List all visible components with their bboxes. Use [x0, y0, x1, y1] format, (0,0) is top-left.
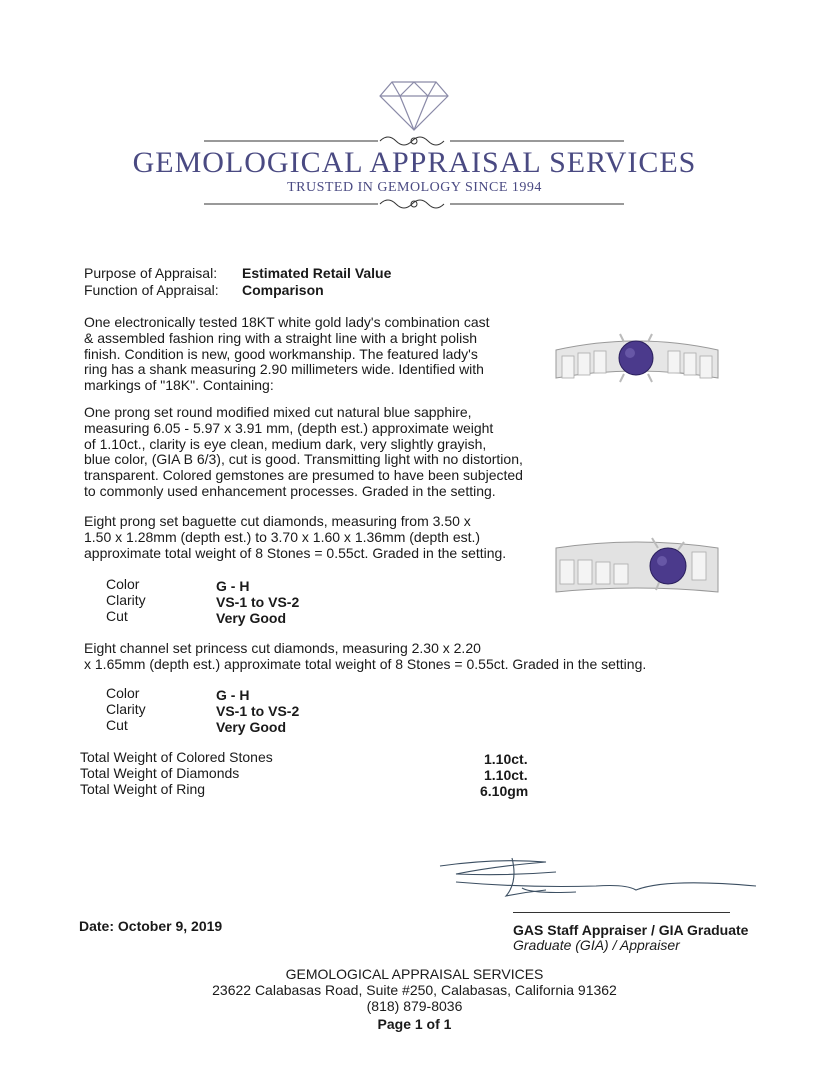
- total-diamonds-value: 1.10ct.: [484, 767, 528, 783]
- sapphire-line: measuring 6.05 - 5.97 x 3.91 mm, (depth est.) approximate weight: [84, 419, 494, 436]
- footer-address: 23622 Calabasas Road, Suite #250, Calabasas, California 91362: [212, 982, 617, 998]
- ring-description: [84, 315, 490, 394]
- baguette-color-label: Color: [106, 576, 140, 592]
- baguette-line: Eight prong set baguette cut diamonds, measuring from 3.50 x: [84, 513, 471, 529]
- purpose-label: Purpose of Appraisal:: [84, 265, 218, 281]
- appraiser-subtitle: Graduate (GIA) / Appraiser: [513, 937, 680, 953]
- appraisal-date: Date: October 9, 2019: [79, 918, 223, 934]
- sapphire-line: of 1.10ct., clarity is eye clean, medium dark, very slightly grayish,: [84, 435, 487, 452]
- description-line: & assembled fashion ring with a straight line with a bright polish: [84, 329, 477, 346]
- footer-company: GEMOLOGICAL APPRAISAL SERVICES: [285, 966, 544, 982]
- princess-cut-label: Cut: [106, 717, 128, 733]
- total-diamonds-label: Total Weight of Diamonds: [80, 765, 240, 781]
- company-tagline: TRUSTED IN GEMOLOGY SINCE 1994: [287, 180, 542, 195]
- princess-line: Eight channel set princess cut diamonds, measuring 2.30 x 2.20: [84, 640, 481, 656]
- sapphire-line: One prong set round modified mixed cut natural blue sapphire,: [84, 404, 472, 420]
- function-label: Function of Appraisal:: [84, 282, 219, 298]
- sapphire-line: to commonly used enhancement processes. Graded in the setting.: [84, 482, 496, 499]
- baguette-clarity-label: Clarity: [106, 592, 146, 608]
- sapphire-description: [84, 405, 523, 500]
- princess-clarity-value: VS-1 to VS-2: [216, 703, 300, 719]
- princess-color-value: G - H: [216, 687, 250, 703]
- princess-color-label: Color: [106, 685, 140, 701]
- description-line: finish. Condition is new, good workmanship. The featured lady's: [84, 345, 478, 362]
- company-title: GEMOLOGICAL APPRAISAL SERVICES: [132, 146, 697, 179]
- baguette-color-value: G - H: [216, 578, 250, 594]
- total-ring-value: 6.10gm: [480, 783, 529, 799]
- princess-clarity-label: Clarity: [106, 701, 146, 717]
- ring-photo-top: [552, 320, 722, 395]
- signature-line: [513, 912, 730, 913]
- ornament-bottom: [204, 200, 624, 208]
- baguette-line: 1.50 x 1.28mm (depth est.) to 3.70 x 1.60 x 1.36mm (depth est.): [84, 528, 481, 545]
- total-colored-label: Total Weight of Colored Stones: [80, 749, 273, 765]
- description-line: ring has a shank measuring 2.90 millimeters wide. Identified with: [84, 361, 484, 378]
- princess-cut-value: Very Good: [216, 719, 287, 735]
- page-number: Page 1 of 1: [377, 1016, 452, 1032]
- footer-phone: (818) 879-8036: [366, 998, 463, 1014]
- baguette-description: [84, 514, 506, 561]
- appraiser-signature: [436, 852, 766, 912]
- diamond-icon: [380, 82, 448, 130]
- ornament-top: [204, 137, 624, 145]
- total-colored-value: 1.10ct.: [484, 751, 528, 767]
- total-ring-label: Total Weight of Ring: [80, 781, 206, 797]
- princess-line: x 1.65mm (depth est.) approximate total weight of 8 Stones = 0.55ct. Graded in the setting.: [84, 655, 647, 672]
- description-line: One electronically tested 18KT white gold lady's combination cast: [84, 314, 490, 330]
- purpose-value: Estimated Retail Value: [242, 265, 392, 281]
- function-value: Comparison: [242, 282, 324, 298]
- sapphire-line: blue color, (GIA B 6/3), cut is good. Transmitting light with no distortion,: [84, 451, 523, 468]
- baguette-line: approximate total weight of 8 Stones = 0.55ct. Graded in the setting.: [84, 544, 507, 561]
- sapphire-line: transparent. Colored gemstones are presumed to have been subjected: [84, 467, 523, 484]
- description-line: markings of "18K". Containing:: [84, 377, 274, 394]
- baguette-clarity-value: VS-1 to VS-2: [216, 594, 300, 610]
- baguette-cut-label: Cut: [106, 608, 128, 624]
- appraiser-title: GAS Staff Appraiser / GIA Graduate: [513, 922, 749, 938]
- ring-photo-side: [552, 528, 722, 608]
- princess-description: [84, 641, 646, 673]
- baguette-cut-value: Very Good: [216, 610, 287, 626]
